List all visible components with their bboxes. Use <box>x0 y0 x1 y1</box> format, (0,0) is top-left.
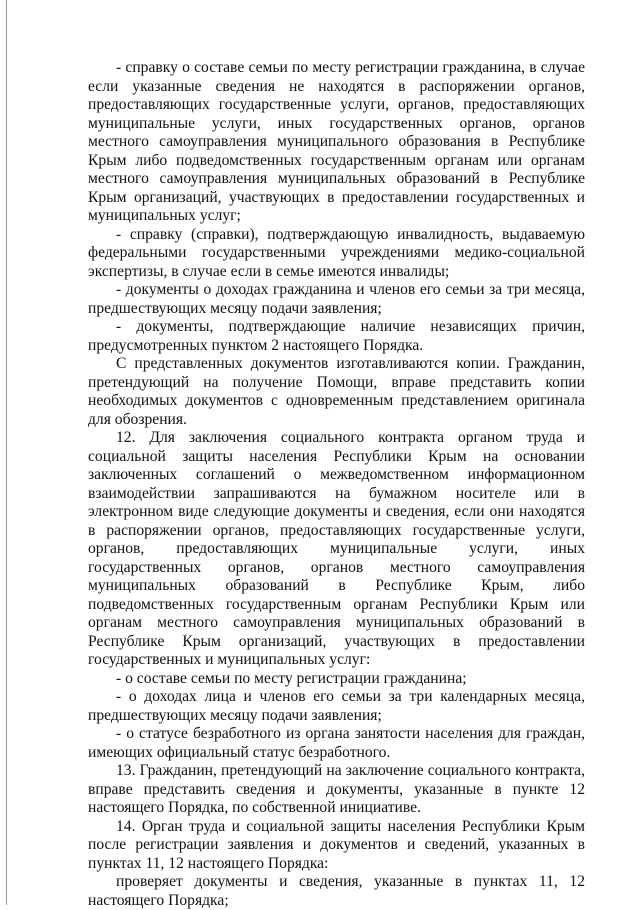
paragraph-copies: С представленных документов изготавливаются копии. Гражданин, претендующий на получение Помощи, вправе представить копии необходимых документов с одновременным представлением оригинала для обозрения. <box>88 355 585 428</box>
paragraph-family-certificate: - справку о составе семьи по месту регистрации гражданина, в случае если указанные сведения не находятся в распоряжении органов, предоставляющих государственные услуги, органов, предоставляющих муниципальные услуги, иных государственных органов, органов местного самоуправления муниципального образования в Республике Крым либо подведомственных государственным органам или органам местного самоуправления муниципальных образований в Республике Крым организаций, участвующих в предоставлении государственных и муниципальных услуг; <box>88 59 585 224</box>
document-page <box>88 59 585 910</box>
paragraph-item-13: 13. Гражданин, претендующий на заключение социального контракта, вправе представить сведения и документы, указанные в пункте 12 настоящего Порядка, по собственной инициативе. <box>88 762 585 816</box>
paragraph-income-info: - о доходах лица и членов его семьи за три календарных месяца, предшествующих месяцу подачи заявления; <box>88 688 585 724</box>
paragraph-disability-certificate: - справку (справки), подтверждающую инвалидность, выдаваемую федеральными государственными учреждениями медико-социальной экспертизы, в случае если в семье имеются инвалиды; <box>88 225 585 280</box>
paragraph-independent-reasons: - документы, подтверждающие наличие независящих причин, предусмотренных пунктом 2 настоящего Порядка. <box>88 318 585 354</box>
paragraph-unemployed-status: - о статусе безработного из органа занятости населения для граждан, имеющих официальный статус безработного. <box>88 725 585 761</box>
paragraph-family-composition: - о составе семьи по месту регистрации гражданина; <box>116 669 467 687</box>
paragraph-item-14: 14. Орган труда и социальной защиты населения Республики Крым после регистрации заявления и документов и сведений, указанных в пунктах 11, 12 настоящего Порядка: <box>88 817 585 872</box>
paragraph-checks-documents: проверяет документы и сведения, указанные в пунктах 11, 12 настоящего Порядка; <box>88 873 585 909</box>
paragraph-income-documents: - документы о доходах гражданина и членов его семьи за три месяца, предшествующих месяцу подачи заявления; <box>88 281 585 317</box>
paragraph-item-12: 12. Для заключения социального контракта органом труда и социальной защиты населения Республики Крым на основании заключенных соглашений о межведомственном информационном взаимодействии запрашиваются на бумажном носителе или в электронном виде следующие документы и сведения, если они находятся в распоряжении органов, предоставляющих государственные услуги, органов, предоставляющих муниципальные услуги, иных государственных органов, органов местного самоуправления муниципальных образований в Республике Крым, либо подведомственных государственным органам Республики Крым или органам местного самоуправления муниципальных образований в Республике Крым организаций, участвующих в предоставлении государственных и муниципальных услуг: <box>88 429 585 668</box>
scan-edge-line <box>6 0 7 905</box>
